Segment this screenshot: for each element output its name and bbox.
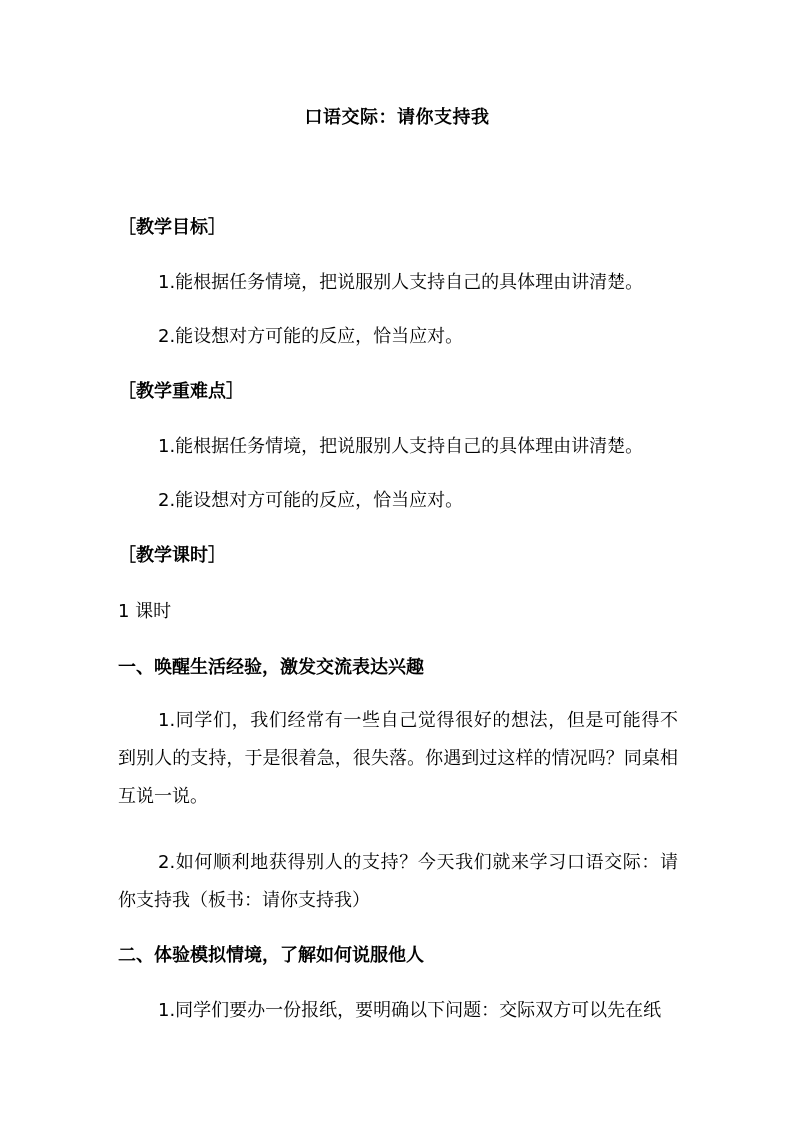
paragraph: 2.能设想对方可能的反应，恰当应对。 xyxy=(158,490,464,511)
document-title: 口语交际：请你支持我 xyxy=(304,107,490,128)
section-heading-part-one: 一、唤醒生活经验，激发交流表达兴趣 xyxy=(118,657,424,678)
class-hours-text: 1 课时 xyxy=(118,601,172,622)
section-heading-class-hours: ［教学课时］ xyxy=(118,545,226,566)
paragraph: 1.同学们要办一份报纸，要明确以下问题：交际双方可以先在纸 xyxy=(158,1000,662,1021)
paragraph: 1.能根据任务情境，把说服别人支持自己的具体理由讲清楚。 xyxy=(158,436,644,457)
paragraph: 1.同学们，我们经常有一些自己觉得很好的想法，但是可能得不到别人的支持，于是很着急，很失落。你遇到过这样的情况吗？同桌相互说一说。 xyxy=(118,710,678,807)
section-heading-teaching-goals: ［教学目标］ xyxy=(118,217,226,238)
paragraph: 1.能根据任务情境，把说服别人支持自己的具体理由讲清楚。 xyxy=(158,272,644,293)
paragraph: 2.能设想对方可能的反应，恰当应对。 xyxy=(158,326,464,347)
section-heading-key-points: ［教学重难点］ xyxy=(118,381,244,402)
section-heading-part-two: 二、体验模拟情境，了解如何说服他人 xyxy=(118,945,424,966)
paragraph: 2.如何顺利地获得别人的支持？今天我们就来学习口语交际：请你支持我（板书：请你支持我） xyxy=(118,852,678,911)
